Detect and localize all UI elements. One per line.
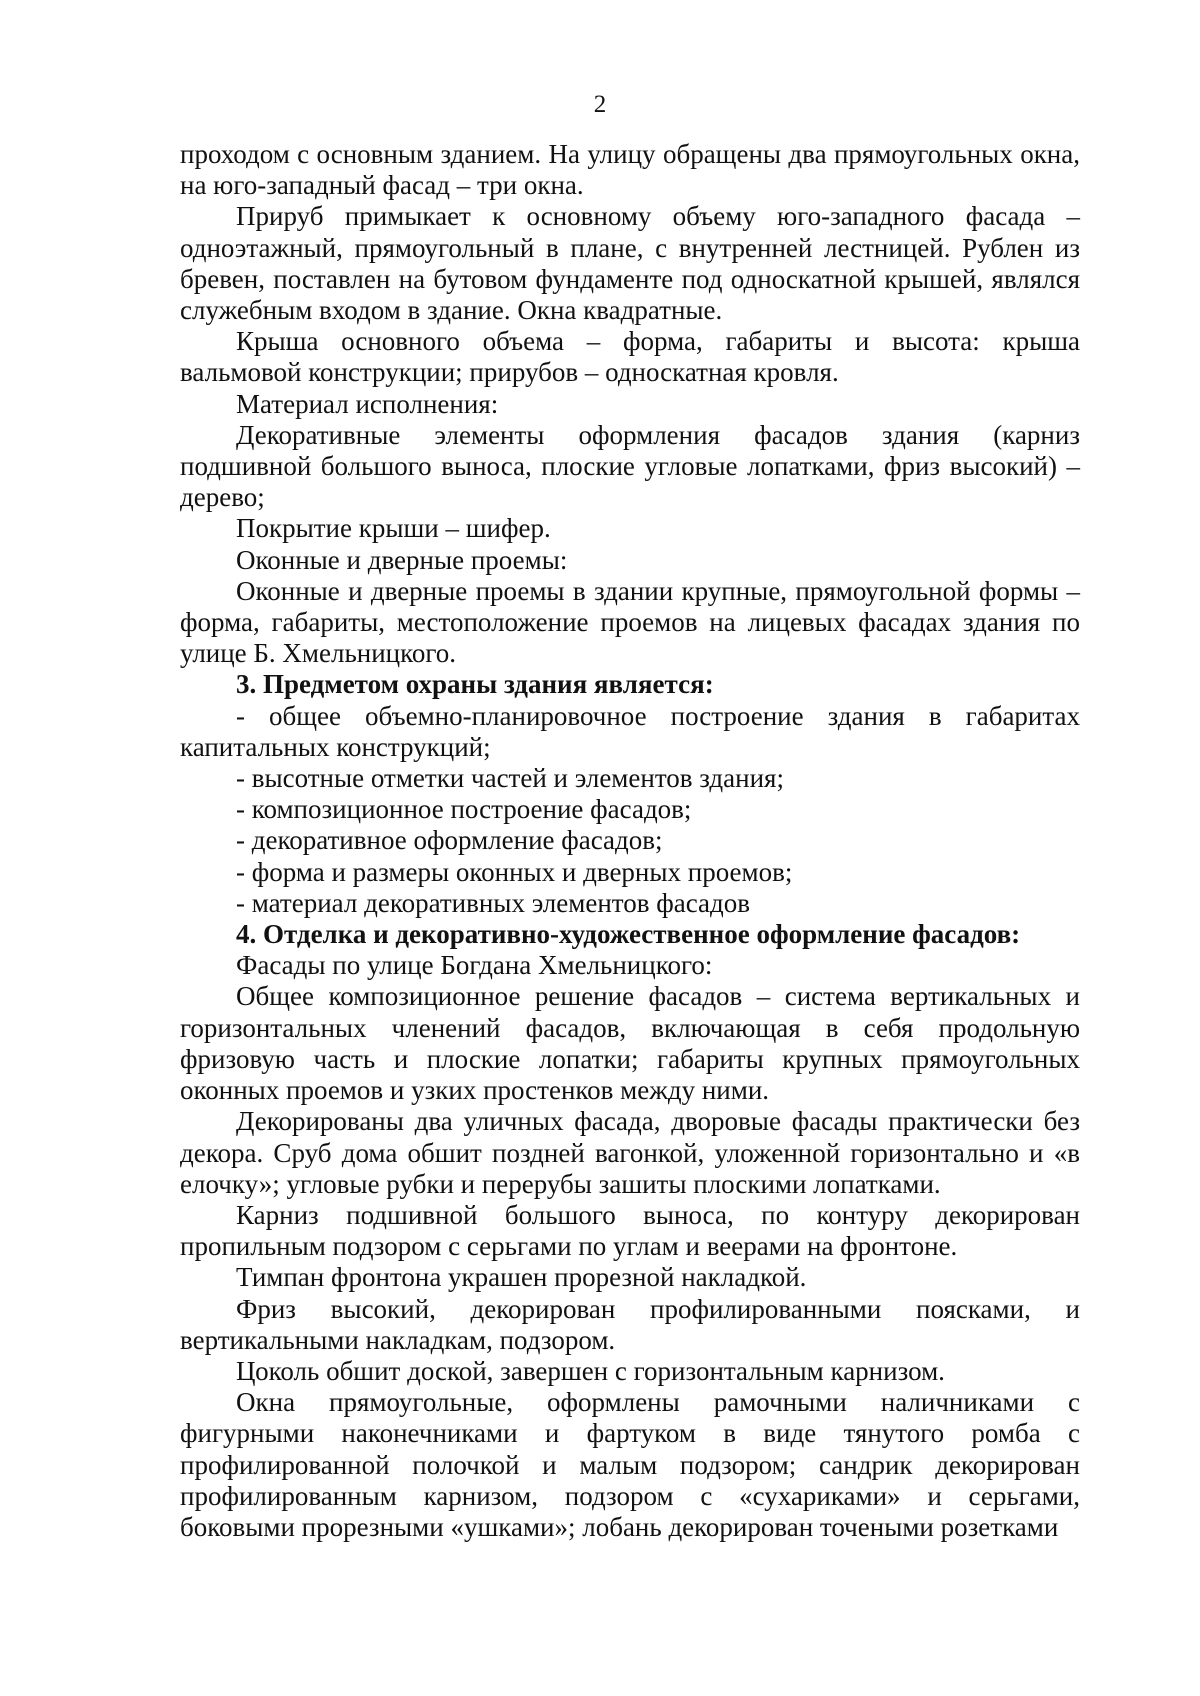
paragraph-composition: Общее композиционное решение фасадов – система вертикальных и горизонтальных членений фасадов, включающая в себя продольную фризовую часть и плоские лопатки; габариты крупных прямоугольных оконных проемов и узких простенков между ними.	[180, 981, 1080, 1106]
paragraph-decorative-elements: Декоративные элементы оформления фасадов здания (карниз подшивной большого выноса, плоские угловые лопатками, фриз высокий) – дерево;	[180, 419, 1080, 513]
paragraph-material-heading: Материал исполнения:	[236, 388, 499, 419]
paragraph-continuation: проходом с основным зданием. На улицу обращены два прямоугольных окна, на юго-западный фасад – три окна.	[180, 139, 1080, 201]
paragraph-facades-heading: Фасады по улице Богдана Хмельницкого:	[236, 950, 713, 981]
paragraph-openings-heading: Оконные и дверные проемы:	[236, 544, 568, 575]
list-item: - композиционное построение фасадов;	[236, 794, 692, 825]
section-heading-protection: 3. Предметом охраны здания является:	[236, 669, 714, 700]
paragraph-roof: Крыша основного объема – форма, габариты и высота: крыша вальмовой конструкции; прирубов – односкатная кровля.	[180, 326, 1080, 388]
paragraph-windows: Окна прямоугольные, оформлены рамочными наличниками с фигурными наконечниками и фартуком в виде тянутого ромба с профилированной полочкой и малым подзором; сандрик декорирован профилированным карнизом, подзором с «сухариками» и серьгами, боковыми прорезными «ушками»; лобань декорирован точеными розетками	[180, 1387, 1080, 1542]
paragraph-decorated-facades: Декорированы два уличных фасада, дворовые фасады практически без декора. Сруб дома обшит поздней вагонкой, уложенной горизонтально и «в елочку»; угловые рубки и перерубы зашиты плоскими лопатками.	[180, 1106, 1080, 1199]
list-item: - форма и размеры оконных и дверных проемов;	[236, 856, 793, 887]
document-body	[180, 139, 1080, 1543]
paragraph-openings: Оконные и дверные проемы в здании крупные, прямоугольной формы – форма, габариты, местоположение проемов на лицевых фасадах здания по улице Б. Хмельницкого.	[180, 575, 1080, 669]
paragraph-roof-covering: Покрытие крыши – шифер.	[236, 513, 551, 544]
page-number: 2	[593, 91, 607, 118]
list-item: - материал декоративных элементов фасадов	[236, 887, 750, 918]
paragraph-plinth: Цоколь обшит доской, завершен с горизонтальным карнизом.	[236, 1355, 945, 1386]
list-item: - общее объемно-планировочное построение здания в габаритах капитальных конструкций;	[180, 700, 1080, 762]
paragraph-frieze: Фриз высокий, декорирован профилированными поясками, и вертикальными накладкам, подзором.	[180, 1293, 1080, 1355]
list-item: - высотные отметки частей и элементов здания;	[236, 763, 784, 794]
paragraph-extension: Прируб примыкает к основному объему юго-западного фасада – одноэтажный, прямоугольный в плане, с внутренней лестницей. Рублен из бревен, поставлен на бутовом фундаменте под односкатной крышей, являлся служебным входом в здание. Окна квадратные.	[180, 201, 1080, 326]
paragraph-cornice: Карниз подшивной большого выноса, по контуру декорирован пропильным подзором с серьгами по углам и веерами на фронтоне.	[180, 1199, 1080, 1262]
paragraph-tympanum: Тимпан фронтона украшен прорезной накладкой.	[236, 1262, 807, 1293]
section-heading-finishing: 4. Отделка и декоративно-художественное оформление фасадов:	[236, 919, 1021, 950]
list-item: - декоративное оформление фасадов;	[236, 825, 663, 856]
